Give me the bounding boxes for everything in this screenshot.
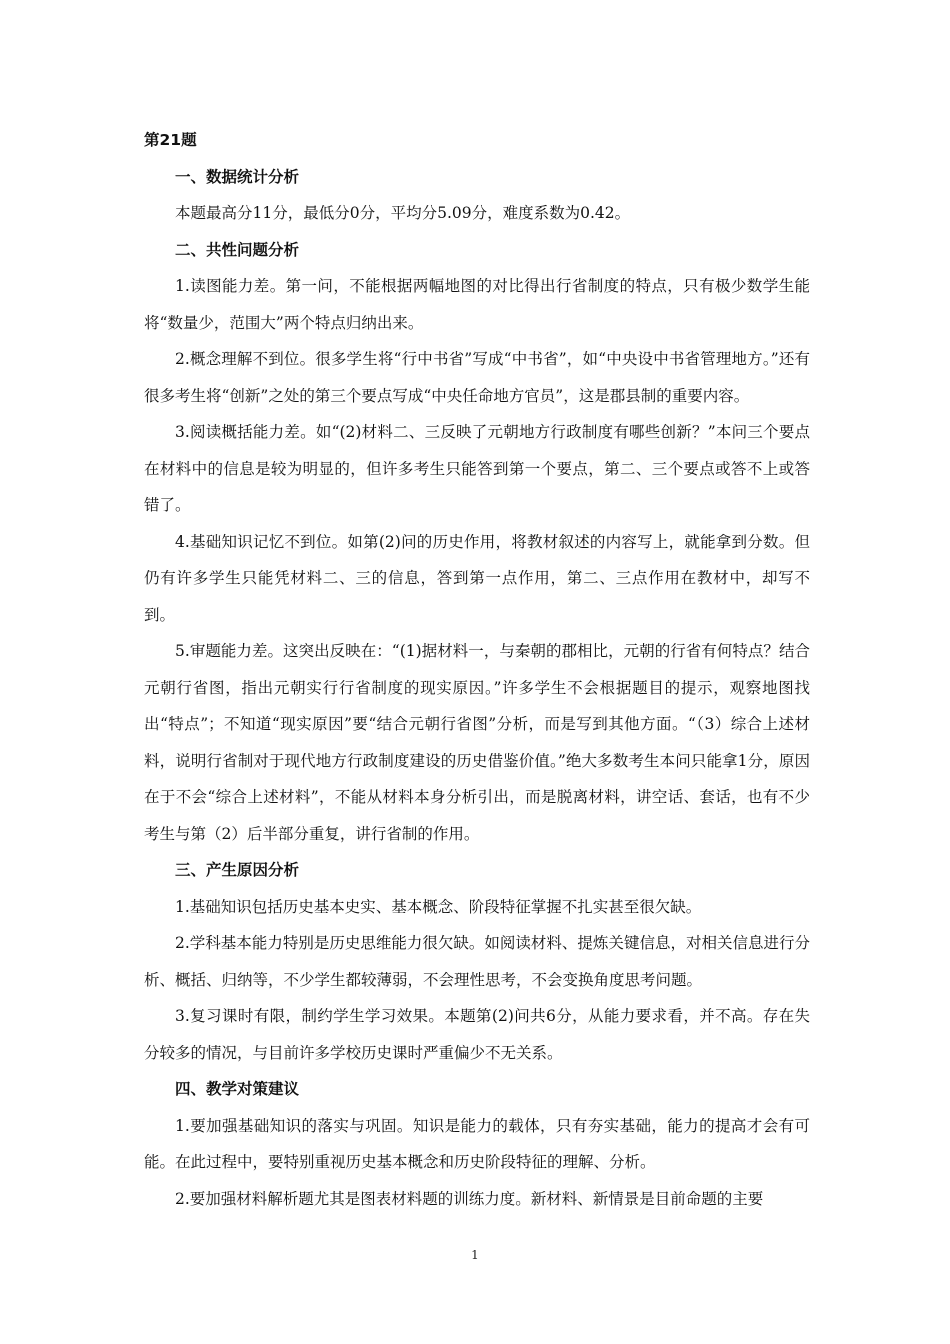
section-heading-4: 四、教学对策建议 xyxy=(175,1080,300,1098)
page-number: 1 xyxy=(471,1248,479,1262)
section-heading-3: 三、产生原因分析 xyxy=(175,861,300,879)
paragraph: 3.阅读概括能力差。如“(2)材料二、三反映了元朝地方行政制度有哪些创新？”本问三个要点在材料中的信息是较为明显的，但许多考生只能答到第一个要点，第二、三个要点或答不上或答错了。 xyxy=(144,423,810,514)
section-heading-1: 一、数据统计分析 xyxy=(175,167,300,186)
paragraph: 1.基础知识包括历史基本史实、基本概念、阶段特征掌握不扎实甚至很欠缺。 xyxy=(175,897,702,916)
paragraph: 1.读图能力差。第一问，不能根据两幅地图的对比得出行省制度的特点，只有极少数学生能将“数量少，范围大”两个特点归纳出来。 xyxy=(144,277,810,332)
paragraph: 3.复习课时有限，制约学生学习效果。本题第(2)问共6分，从能力要求看，并不高。存在失分较多的情况，与目前许多学校历史课时严重偏少不无关系。 xyxy=(144,1007,810,1062)
paragraph: 2.概念理解不到位。很多学生将“行中书省”写成“中书省”，如“中央设中书省管理地方。”还有很多考生将“创新”之处的第三个要点写成“中央任命地方官员”，这是郡县制的重要内容。 xyxy=(144,350,810,405)
paragraph: 2.学科基本能力特别是历史思维能力很欠缺。如阅读材料、提炼关键信息，对相关信息进行分析、概括、归纳等，不少学生都较薄弱，不会理性思考，不会变换角度思考问题。 xyxy=(144,934,810,989)
paragraph: 4.基础知识记忆不到位。如第(2)问的历史作用，将教材叙述的内容写上，就能拿到分数。但仍有许多学生只能凭材料二、三的信息，答到第一点作用，第二、三点作用在教材中，却写不到。 xyxy=(144,532,810,624)
paragraph: 1.要加强基础知识的落实与巩固。知识是能力的载体，只有夯实基础，能力的提高才会有可能。在此过程中，要特别重视历史基本概念和历史阶段特征的理解、分析。 xyxy=(144,1116,810,1171)
document-body xyxy=(144,122,810,1217)
paragraph: 2.要加强材料解析题尤其是图表材料题的训练力度。新材料、新情景是目前命题的主要 xyxy=(175,1189,764,1208)
paragraph: 5.审题能力差。这突出反映在：“(1)据材料一，与秦朝的郡相比，元朝的行省有何特点？结合元朝行省图，指出元朝实行行省制度的现实原因。”许多学生不会根据题目的提示，观察地图找出“特点”；不知道“现实原因”要“结合元朝行省图”分析，而是写到其他方面。“（3）综合上述材料，说明行省制对于现代地方行政制度建设的历史借鉴价值。”绝大多数考生本问只能拿1分，原因在于不会“综合上述材料”，不能从材料本身分析引出，而是脱离材料，讲空话、套话，也有不少考生与第（2）后半部分重复，讲行省制的作用。 xyxy=(144,642,810,843)
section-heading-2: 二、共性问题分析 xyxy=(175,240,300,259)
question-title: 第21题 xyxy=(144,131,197,149)
paragraph: 本题最高分11分，最低分0分，平均分5.09分，难度系数为0.42。 xyxy=(175,204,631,222)
